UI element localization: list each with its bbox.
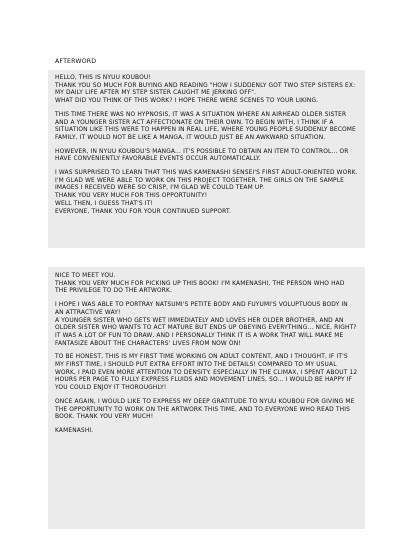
author-note-paragraph: THIS TIME THERE WAS NO HYPNOSIS, IT WAS A SITUATION WHERE AN AIRHEAD OLDER SISTER AND A YOUNGER SISTER ACT AFFECTIONATE ON THEIR OWN. TO BEGIN WITH, I THINK IF A SITUATION LIKE THIS WERE TO HAPPEN IN REAL LIFE, WHERE YOUNG PEOPLE SUDDENLY BECOME FAMILY, IT WOULD NOT BE LIKE A MANGA, IT WOULD JUST BE AN AWKWARD SITUATION. [55,111,356,141]
author-note-paragraph: HOWEVER, IN NYUU KOUBOU'S MANGA... IT'S POSSIBLE TO OBTAIN AN ITEM TO CONTROL... OR HAVE CONVENIENTLY FAVORABLE EVENTS OCCUR AUTOMATICALLY. [55,148,349,163]
afterword-heading: AFTERWORD [55,58,97,65]
artist-note-paragraph: ONCE AGAIN, I WOULD LIKE TO EXPRESS MY DEEP GRATITUDE TO NYUU KOUBOU FOR GIVING ME THE OPPORTUNITY TO WORK ON THE ARTWORK THIS TIME, AND TO EVERYONE WHO READ THIS BOOK. THANK YOU VERY MUCH! [55,398,355,421]
author-note-paragraph: I WAS SURPRISED TO LEARN THAT THIS WAS KAMENASHI SENSEI'S FIRST ADULT-ORIENTED WORK. I'M GLAD WE WERE ABLE TO WORK ON THIS PROJECT TOGETHER. THE GIRLS ON THE SAMPLE IMAGES I RECEIVED WERE SO CRISP, I'M GLAD WE COULD TEAM UP. THANK YOU VERY MUCH FOR THIS OPPORTUNITY! WELL THEN, I GUESS THAT'S IT! EVERYONE, THANK YOU FOR YOUR CONTINUED SUPPORT. [55,170,358,215]
author-note-paragraph: HELLO, THIS IS NYUU KOUBOU! THANK YOU SO MUCH FOR BUYING AND READING "HOW I SUDDENLY GOT TWO STEP SISTERS EX: MY DAILY LIFE AFTER MY STEP SISTER CAUGHT ME JERKING OFF". WHAT DID YOU THINK OF THIS WORK? I HOPE THERE WERE SCENES TO YOUR LIKING. [55,75,356,105]
artist-signature: KAMENASHI. [55,427,94,434]
author-note-box [48,70,365,248]
artist-note-paragraph: I HOPE I WAS ABLE TO PORTRAY NATSUMI'S PETITE BODY AND FUYUMI'S VOLUPTUOUS BODY IN AN ATTRACTIVE WAY! A YOUNGER SISTER WHO GETS WET IMMEDIATELY AND LOVES HER OLDER BROTHER, AND AN OLDER SISTER WHO WANTS TO ACT MATURE BUT ENDS UP OBEYING EVERYTHING... NICE, RIGHT? IT WAS A LOT OF FUN TO DRAW, AND I PERSONALLY THINK IT IS A WORK THAT WILL MAKE ME FANTASIZE ABOUT THE CHARACTERS' LIVES FROM NOW ON! [55,302,357,347]
artist-note-paragraph: TO BE HONEST, THIS IS MY FIRST TIME WORKING ON ADULT CONTENT, AND I THOUGHT, IF IT'S MY FIRST TIME, I SHOULD PUT EXTRA EFFORT INTO THE DETAILS! COMPARED TO MY USUAL WORK, I PAID EVEN MORE ATTENTION TO DENSITY. ESPECIALLY IN THE CLIMAX, I SPENT ABOUT 12 HOURS PER PAGE TO FULLY EXPRESS FLUIDS AND MOVEMENT LINES, SO... I WOULD BE HAPPY IF YOU COULD ENJOY IT THOROUGHLY! [55,354,358,392]
artist-note-box [48,267,365,529]
artist-note-paragraph: NICE TO MEET YOU. THANK YOU VERY MUCH FOR PICKING UP THIS BOOK! I'M KAMENASHI, THE PERSON WHO HAD THE PRIVILEGE TO DO THE ARTWORK. [55,273,345,295]
